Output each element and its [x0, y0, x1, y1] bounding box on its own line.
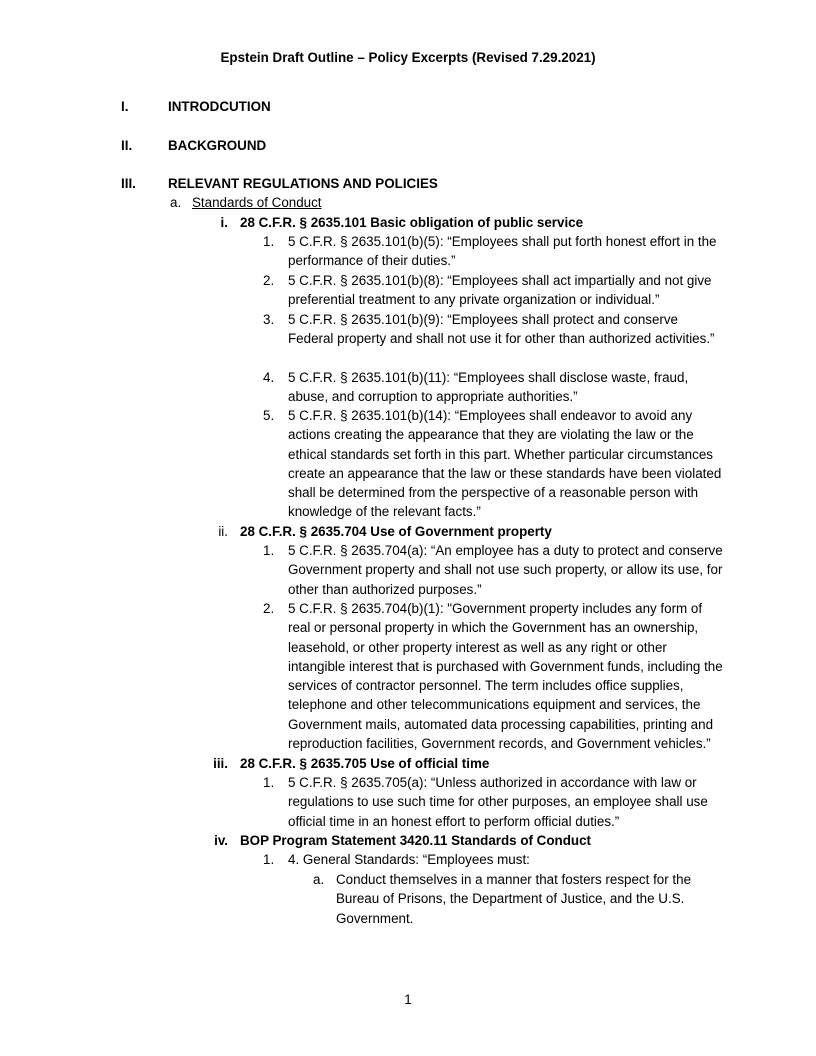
section-number: I.	[121, 99, 129, 114]
provision-title: 28 C.F.R. § 2635.704 Use of Government property	[240, 524, 552, 539]
item-text: 5 C.F.R. § 2635.704(a): “An employee has a duty to protect and conserve Government property and shall not use such property, or allow its use, for other than authorized purposes.”	[288, 543, 723, 597]
subsection-heading: Standards of Conduct	[192, 195, 322, 210]
item-text: 5 C.F.R. § 2635.101(b)(5): “Employees shall put forth honest effort in the performance of their duties.”	[288, 234, 717, 269]
item-text: Conduct themselves in a manner that fosters respect for the Bureau of Prisons, the Department of Justice, and the U.S. Government.	[336, 872, 692, 926]
section-heading: BACKGROUND	[168, 138, 267, 153]
section-number: II.	[121, 138, 133, 153]
item-number: 5.	[263, 408, 275, 423]
section-heading: RELEVANT REGULATIONS AND POLICIES	[168, 176, 438, 191]
subsection-letter: a.	[170, 195, 182, 210]
item-text: 5 C.F.R. § 2635.704(b)(1): "Government property includes any form of real or personal property in which the Government has an ownership, leasehold, or other property interest as well as any right or other intangible interest that is purchased with Government funds, including the services of contractor personnel. The term includes office supplies, telephone and other telecommunications equipment and services, the Government mails, automated data processing capabilities, printing and reproduction facilities, Government records, and Government vehicles.”	[288, 601, 723, 752]
item-text: 5 C.F.R. § 2635.101(b)(14): “Employees shall endeavor to avoid any actions creating the appearance that they are violating the law or the ethical standards set forth in this part. Whether particular circumstances create an appearance that the law or these standards have been violated shall be determined from the perspective of a reasonable person with knowledge of the relevant facts.”	[288, 408, 722, 520]
section-heading: INTRODCUTION	[168, 99, 271, 114]
item-text: 5 C.F.R. § 2635.101(b)(8): “Employees shall act impartially and not give preferential treatment to any private organization or individual.”	[288, 273, 712, 308]
item-number: 3.	[263, 312, 275, 327]
item-number: 1.	[263, 543, 275, 558]
provision-numeral: ii.	[218, 524, 228, 539]
item-text: 5 C.F.R. § 2635.101(b)(11): “Employees shall disclose waste, fraud, abuse, and corruption to appropriate authorities.”	[288, 370, 689, 405]
item-number: 2.	[263, 273, 275, 288]
document-title: Epstein Draft Outline – Policy Excerpts (Revised 7.29.2021)	[220, 50, 596, 65]
item-number: 1.	[263, 775, 275, 790]
subsection-standards	[170, 193, 322, 212]
item-number: 1.	[263, 234, 275, 249]
item-number: 4.	[263, 370, 275, 385]
provision-numeral: iv.	[214, 833, 228, 848]
item-letter: a.	[313, 872, 325, 887]
item-number: 1.	[263, 852, 275, 867]
provision-title: BOP Program Statement 3420.11 Standards of Conduct	[240, 833, 591, 848]
provision-title: 28 C.F.R. § 2635.705 Use of official time	[240, 756, 490, 771]
provision-title: 28 C.F.R. § 2635.101 Basic obligation of public service	[240, 215, 584, 230]
page-number: 1	[404, 992, 412, 1007]
item-text: 4. General Standards: “Employees must:	[288, 852, 530, 867]
item-text: 5 C.F.R. § 2635.705(a): “Unless authorized in accordance with law or regulations to use such time for other purposes, an employee shall use official time in an honest effort to perform official duties.”	[288, 775, 708, 829]
section-number: III.	[121, 176, 136, 191]
item-number: 2.	[263, 601, 275, 616]
item-text: 5 C.F.R. § 2635.101(b)(9): “Employees shall protect and conserve Federal property and shall not use it for other than authorized activities.”	[288, 312, 715, 347]
provision-numeral: iii.	[213, 756, 228, 771]
provision-numeral: i.	[220, 215, 228, 230]
